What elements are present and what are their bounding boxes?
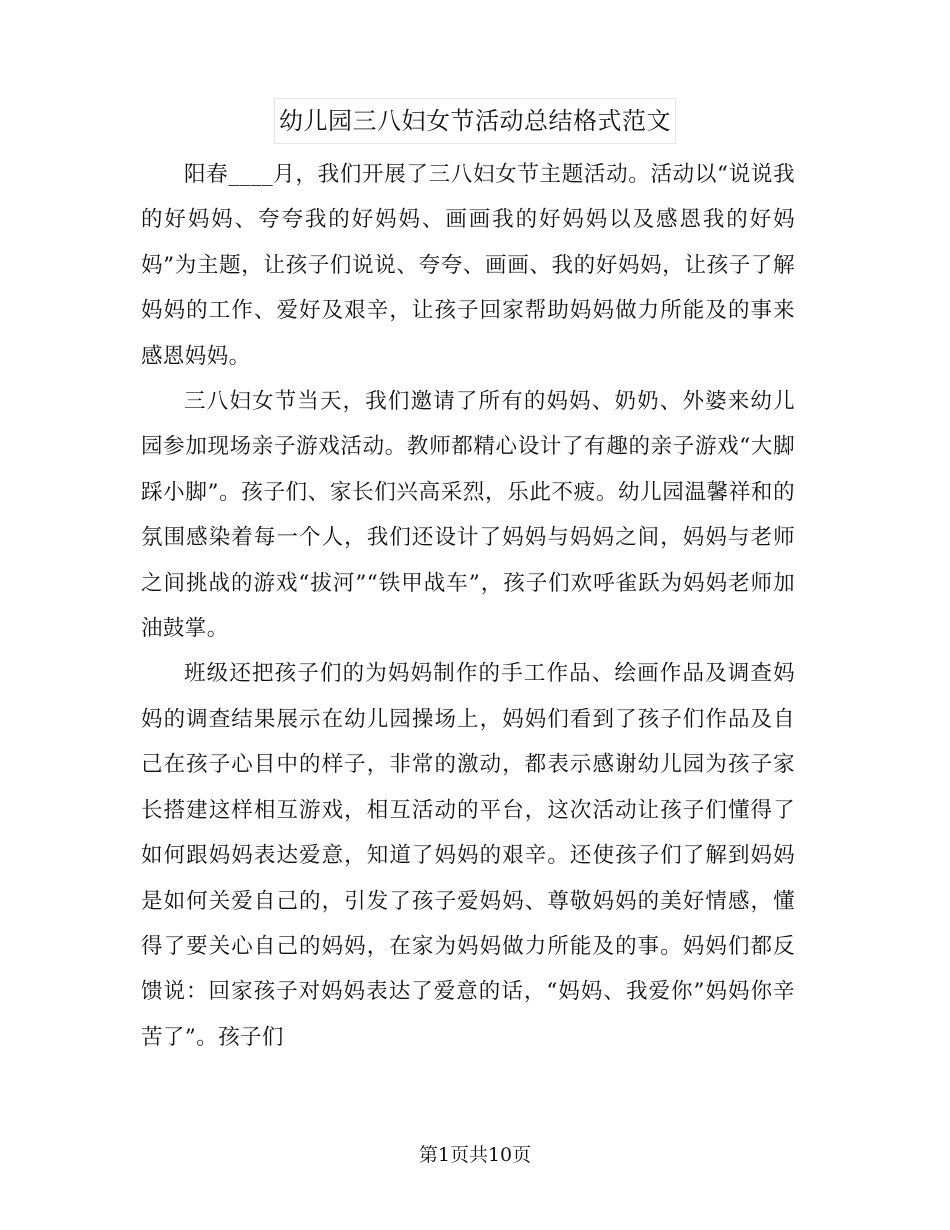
paragraph-2: 三八妇女节当天，我们邀请了所有的妈妈、奶奶、外婆来幼儿园参加现场亲子游戏活动。教师都精心设计了有趣的亲子游戏“大脚踩小脚”。孩子们、家长们兴高采烈，乐此不疲。幼儿园温馨祥和的氛围感染着每一个人，我们还设计了妈妈与妈妈之间，妈妈与老师之间挑战的游戏“拔河”“铁甲战车”，孩子们欢呼雀跃为妈妈老师加油鼓掌。 [141,389,795,642]
title-container [0,98,950,144]
document-body [141,152,795,1060]
page-number-footer: 第1页共10页 [418,1144,532,1166]
document-title: 幼儿园三八妇女节活动总结格式范文 [274,98,676,144]
paragraph-1: 阳春____月，我们开展了三八妇女节主题活动。活动以“说说我的好妈妈、夸夸我的好妈妈、画画我的好妈妈以及感恩我的好妈妈”为主题，让孩子们说说、夸夸、画画、我的好妈妈，让孩子了解妈妈的工作、爱好及艰辛，让孩子回家帮助妈妈做力所能及的事来感恩妈妈。 [141,162,795,369]
paragraph-3: 班级还把孩子们的为妈妈制作的手工作品、绘画作品及调查妈妈的调查结果展示在幼儿园操场上，妈妈们看到了孩子们作品及自己在孩子心目中的样子，非常的激动，都表示感谢幼儿园为孩子家长搭建这样相互游戏，相互活动的平台，这次活动让孩子们懂得了如何跟妈妈表达爱意，知道了妈妈的艰辛。还使孩子们了解到妈妈是如何关爱自己的，引发了孩子爱妈妈、尊敬妈妈的美好情感，懂得了要关心自己的妈妈，在家为妈妈做力所能及的事。妈妈们都反馈说：回家孩子对妈妈表达了爱意的话，“妈妈、我爱你”妈妈你辛苦了”。孩子们 [141,661,795,1050]
